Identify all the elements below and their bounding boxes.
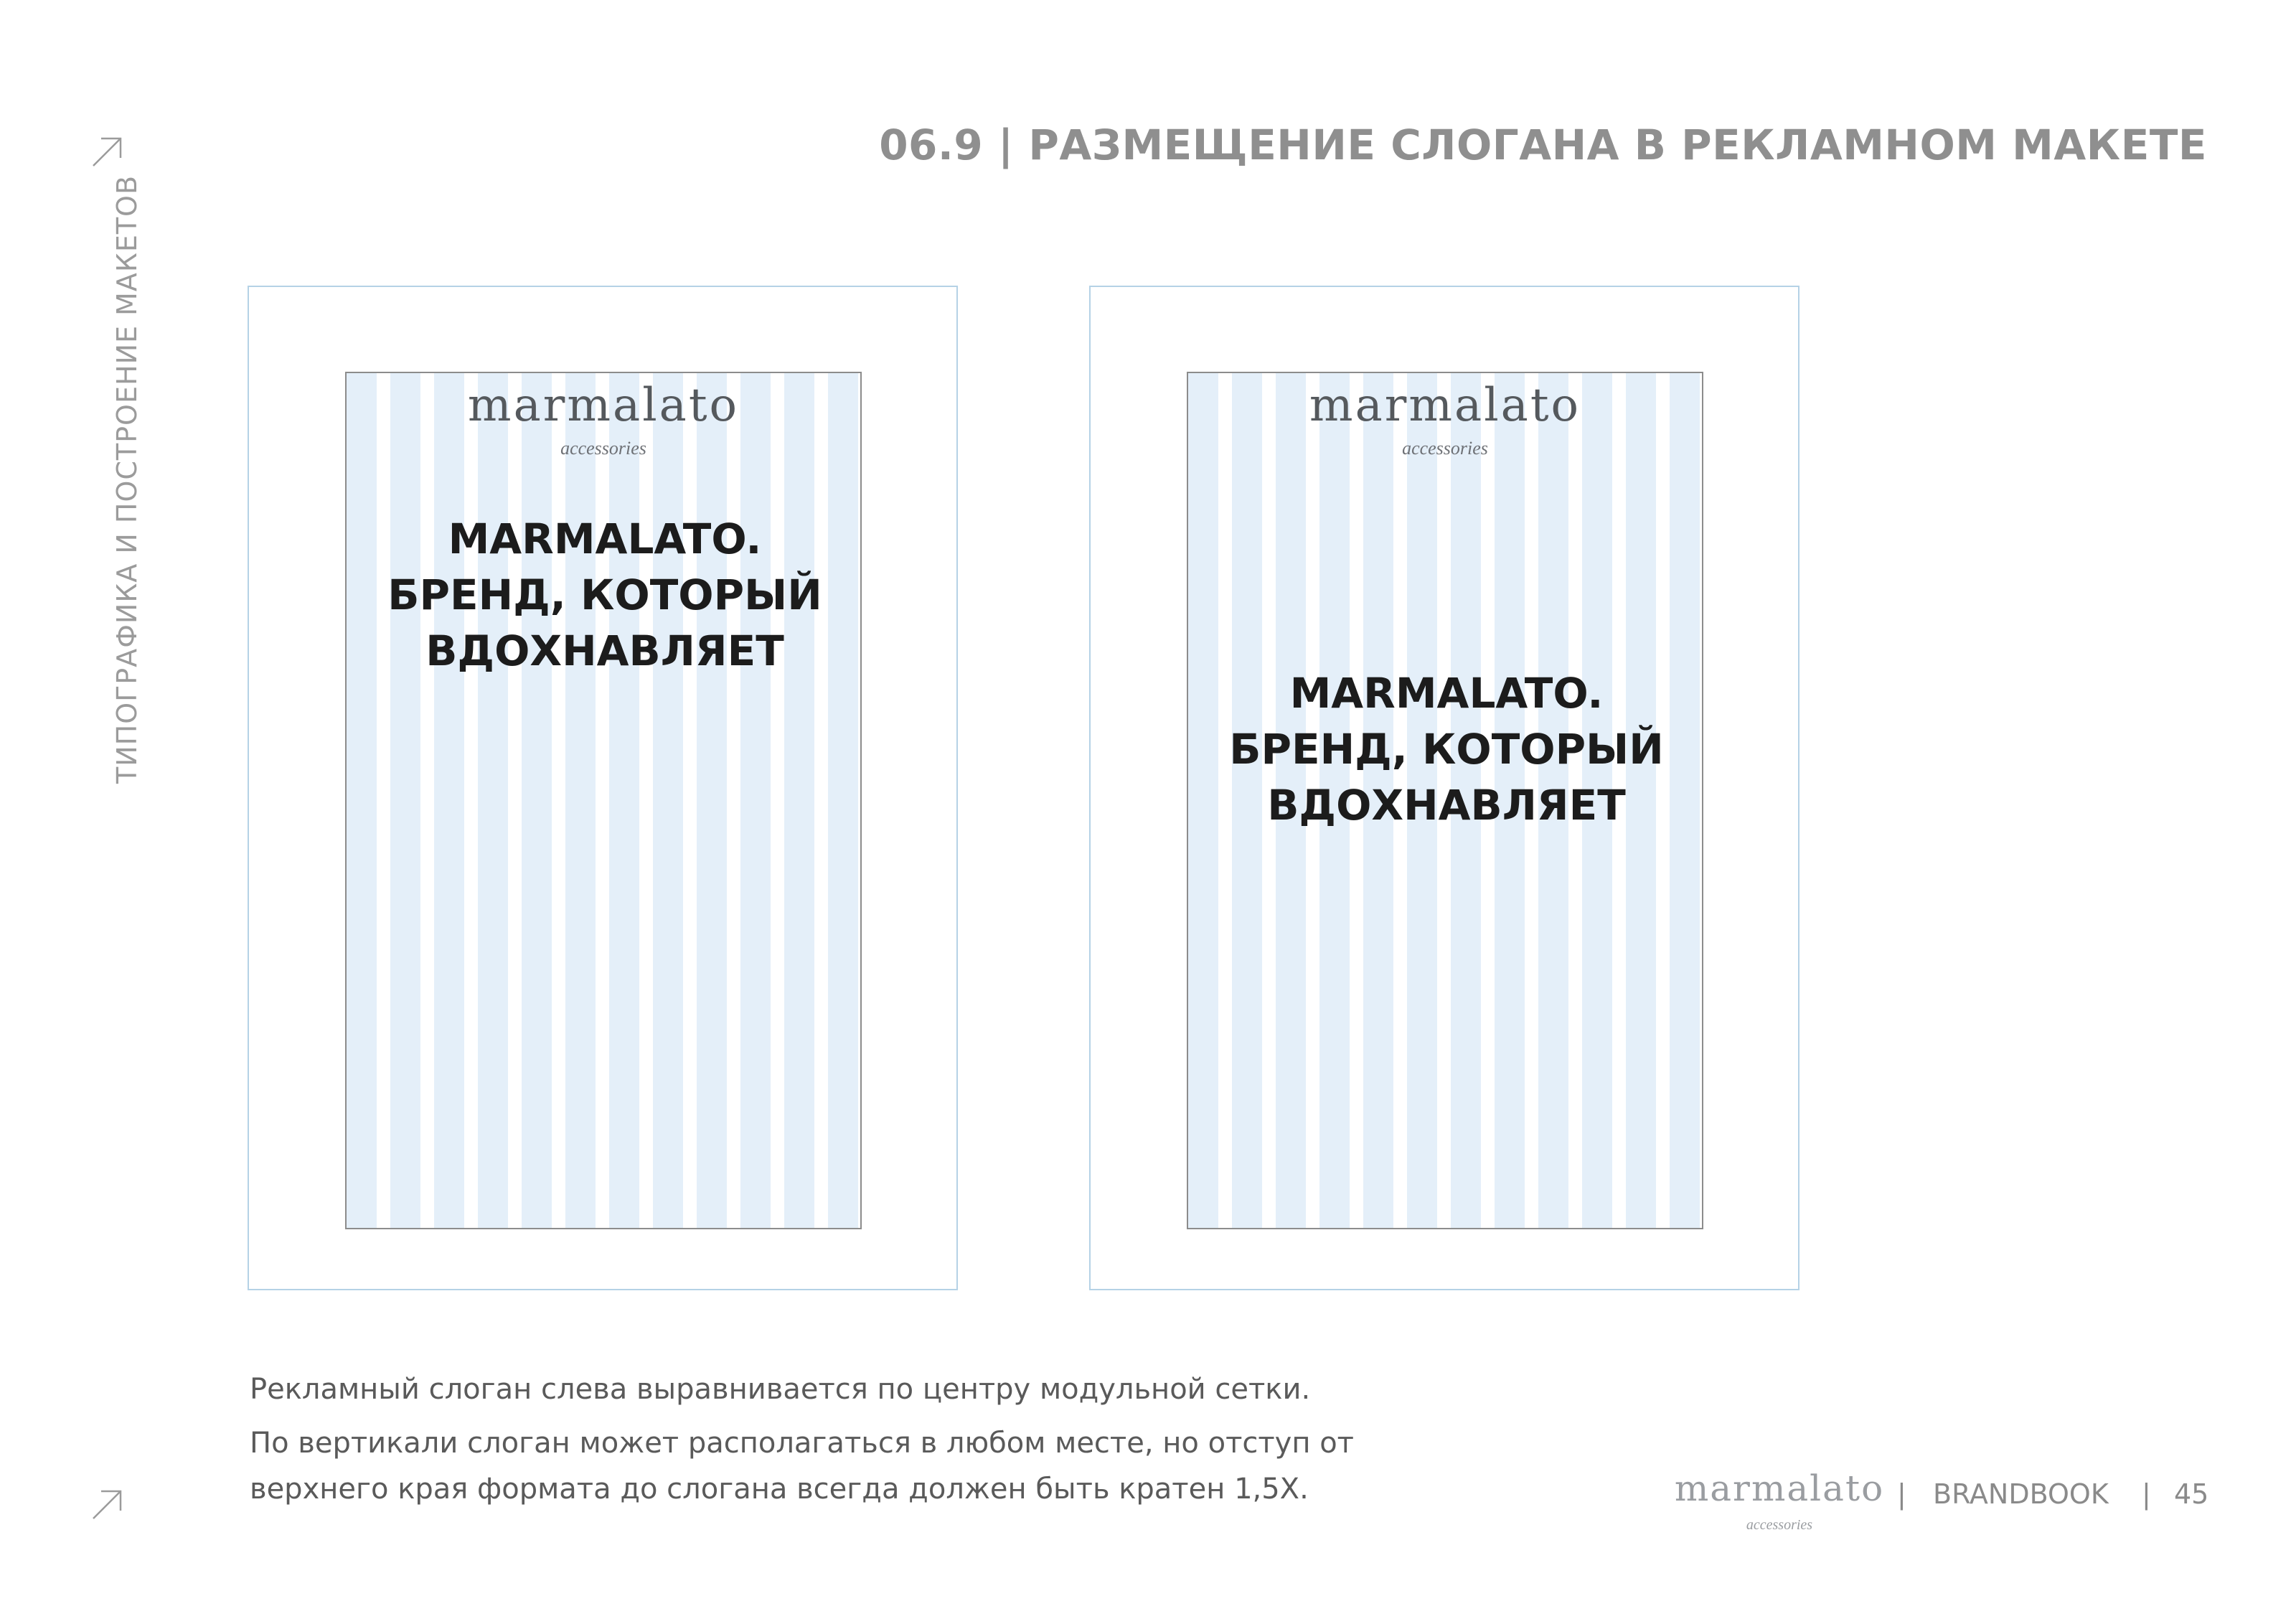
page-number: 45 <box>2174 1478 2209 1510</box>
section-label: ТИПОГРАФИКА И ПОСТРОЕНИЕ МАКЕТОВ <box>111 174 143 784</box>
slogan-line: ВДОХНАВЛЯЕТ <box>1267 781 1626 830</box>
slogan-text <box>1145 665 1748 833</box>
brand-logo-wordmark: marmalato <box>467 379 740 432</box>
brand-logo-subtitle: accessories <box>1402 438 1488 459</box>
footer-logo-subtitle: accessories <box>1746 1517 1813 1533</box>
ad-mockup-frame-right <box>1089 286 1799 1290</box>
footer-logo-wordmark: marmalato <box>1674 1468 1885 1509</box>
slogan-line: БРЕНД, КОТОРЫЙ <box>387 571 822 619</box>
slogan-line: БРЕНД, КОТОРЫЙ <box>1229 725 1664 774</box>
brand-logo-subtitle: accessories <box>560 438 646 459</box>
slogan-line: MARMALATO. <box>1289 669 1604 718</box>
footer-separator: | <box>2142 1478 2151 1510</box>
page-title: 06.9 | РАЗМЕЩЕНИЕ СЛОГАНА В РЕКЛАМНОМ МАКЕТЕ <box>879 121 2207 169</box>
ad-layout-grid <box>1187 372 1703 1229</box>
ad-layout-grid <box>345 372 862 1229</box>
arrow-up-right-icon <box>91 136 123 168</box>
description-line: Рекламный слоган слева выравнивается по центру модульной сетки. <box>250 1373 1311 1406</box>
description-line: верхнего края формата до слогана всегда должен быть кратен 1,5Х. <box>250 1473 1309 1506</box>
description-line: По вертикали слоган может располагаться в любом месте, но отступ от <box>250 1427 1354 1460</box>
footer-separator: | <box>1897 1478 1906 1510</box>
footer-brand-label: BRANDBOOK <box>1933 1478 2109 1510</box>
arrow-up-right-icon <box>91 1489 123 1521</box>
slogan-text <box>304 511 906 679</box>
ad-mockup-frame-left <box>248 286 958 1290</box>
slogan-line: MARMALATO. <box>448 515 762 563</box>
brand-logo-wordmark: marmalato <box>1309 379 1581 432</box>
slogan-line: ВДОХНАВЛЯЕТ <box>425 626 784 675</box>
